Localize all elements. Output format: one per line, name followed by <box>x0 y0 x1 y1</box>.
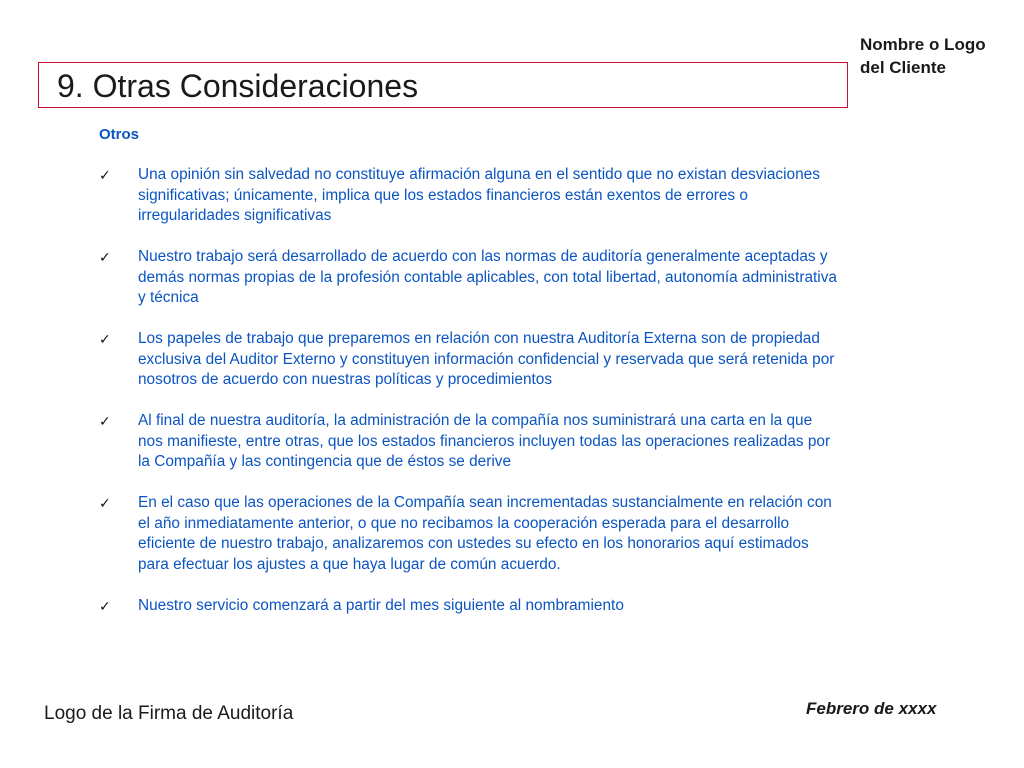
bullet-item <box>99 411 839 473</box>
check-icon: ✓ <box>99 249 111 265</box>
bullet-list <box>99 165 839 637</box>
slide-title: 9. Otras Consideraciones <box>57 68 419 104</box>
title-box <box>38 62 848 108</box>
bullet-item <box>99 247 839 309</box>
bullet-text: En el caso que las operaciones de la Compañía sean incrementadas sustancialmente en relación con el año inmediatamente anterior, o que no recibamos la cooperación esperada para el desarrollo eficiente de nuestro trabajo, analizaremos con ustedes su efecto en los honorarios aquí estimados para efectuar los ajustes a que haya lugar de común acuerdo. <box>138 494 832 573</box>
bullet-text: Al final de nuestra auditoría, la administración de la compañía nos suministrará una carta en la que nos manifieste, entre otras, que los estados financieros incluyen todas las operaciones realizadas por la Compañía y las contingencia que de éstos se derive <box>138 412 831 470</box>
bullet-item <box>99 329 839 391</box>
check-icon: ✓ <box>99 167 111 183</box>
check-icon: ✓ <box>99 597 111 614</box>
bullet-text: Nuestro trabajo será desarrollado de acuerdo con las normas de auditoría generalmente aceptadas y demás normas propias de la profesión contable aplicables, con total libertad, autonomía administrativa y técnica <box>138 248 837 306</box>
bullet-text: Los papeles de trabajo que preparemos en relación con nuestra Auditoría Externa son de propiedad exclusiva del Auditor Externo y constituyen información confidencial y reservada que será retenida por nosotros de acuerdo con nuestras políticas y procedimientos <box>138 330 835 388</box>
client-logo-line-1: Nombre o Logo <box>860 35 986 54</box>
client-logo-placeholder <box>860 33 986 79</box>
presentation-date: Febrero de xxxx <box>806 699 937 718</box>
section-label: Otros <box>99 126 140 143</box>
check-icon: ✓ <box>99 331 111 347</box>
bullet-item <box>99 596 839 617</box>
bullet-item <box>99 493 839 575</box>
bullet-item <box>99 165 839 227</box>
firm-logo-placeholder: Logo de la Firma de Auditoría <box>44 703 294 724</box>
check-icon: ✓ <box>99 413 111 429</box>
check-icon: ✓ <box>99 495 111 511</box>
bullet-text: Nuestro servicio comenzará a partir del mes siguiente al nombramiento <box>138 596 624 614</box>
bullet-text: Una opinión sin salvedad no constituye afirmación alguna en el sentido que no existan desviaciones significativas; únicamente, implica que los estados financieros están exentos de errores o irregularidades significativas <box>138 166 820 224</box>
client-logo-line-2: del Cliente <box>860 58 946 77</box>
